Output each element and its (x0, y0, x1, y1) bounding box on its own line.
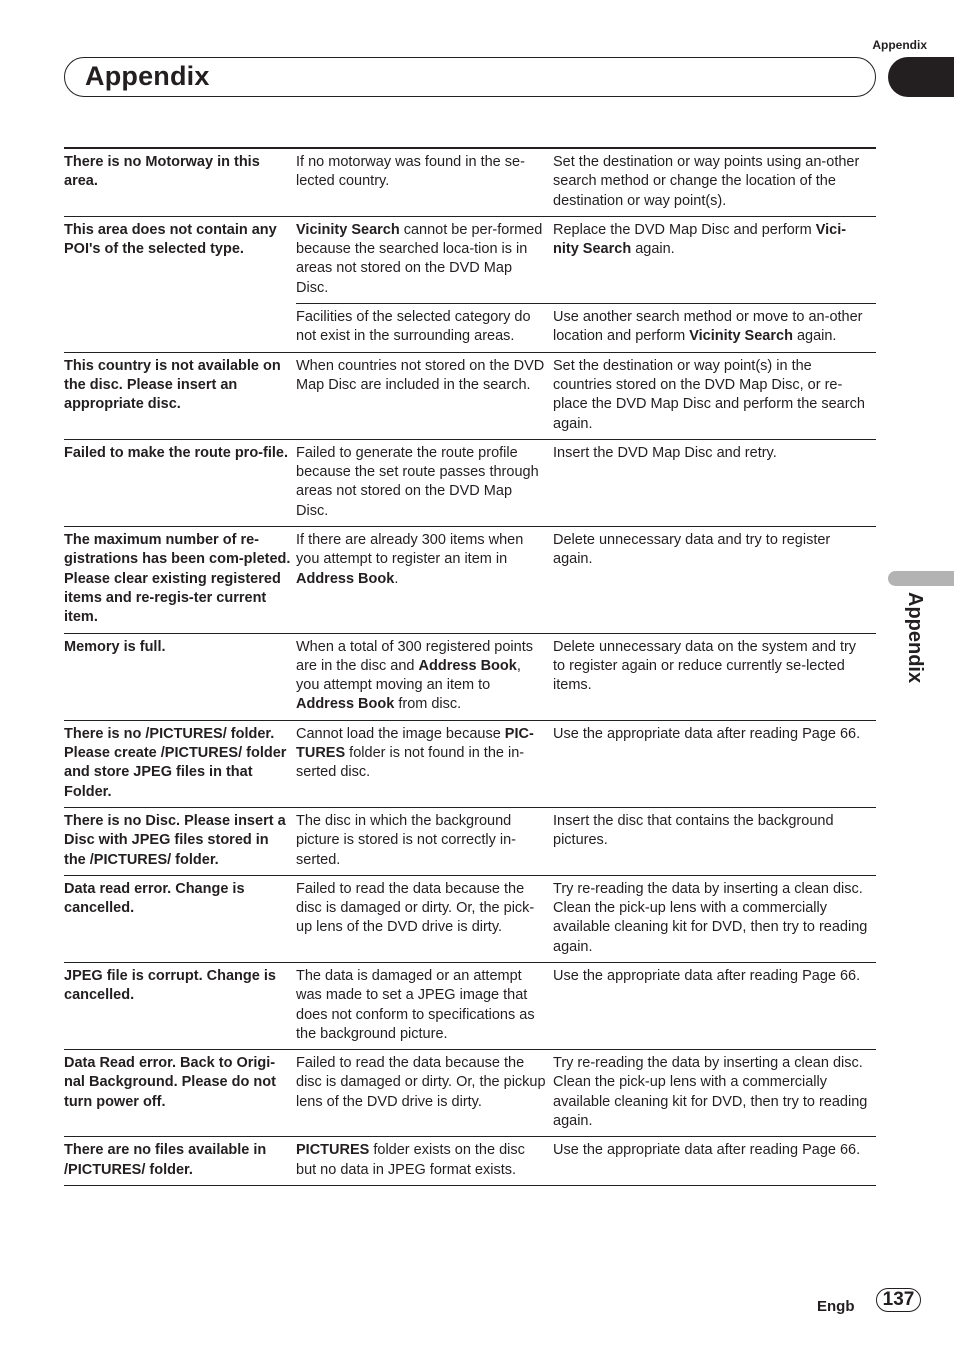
text-run: again. (631, 241, 675, 258)
side-section-label: Appendix (904, 592, 926, 684)
text-run: Insert the disc that contains the background pictures. (553, 812, 834, 849)
error-cause (296, 527, 553, 633)
text-run: When countries not stored on the DVD Map Disc are included in the search. (296, 357, 545, 393)
error-action (553, 720, 876, 807)
error-action (553, 439, 876, 526)
error-action (553, 304, 876, 353)
section-corner-tab (888, 57, 954, 97)
text-run: Delete unnecessary data and try to register again. (553, 532, 831, 568)
bold-term: Address Book (296, 570, 395, 587)
text-run: Set the destination or way point(s) in the countries stored on the DVD Map Disc, or re-place the DVD Map Disc and perform the search again. (553, 357, 865, 432)
error-message: There is no /PICTURES/ folder. Please create /PICTURES/ folder and store JPEG files in that Folder. (64, 720, 296, 807)
error-action (553, 527, 876, 633)
error-cause (296, 1137, 553, 1186)
error-action (553, 1137, 876, 1186)
text-run: Replace the DVD Map Disc and perform (553, 221, 816, 238)
language-code: Engb (817, 1298, 855, 1315)
bold-term: Address Book (418, 657, 517, 674)
text-run: Use another search method or move to an-other location and perform (553, 309, 863, 345)
text-run: cannot be per-formed because the searched loca-tion is in areas not stored on the DVD Map Disc. (296, 221, 543, 296)
text-run: Failed to generate the route profile because the set route passes through areas not stored on the DVD Map Disc. (296, 444, 539, 519)
text-run: . (394, 570, 399, 587)
text-run: When a total of 300 registered points are in the disc and (296, 638, 533, 674)
error-cause (296, 148, 553, 216)
error-cause (296, 962, 553, 1049)
section-title-bar (64, 57, 876, 97)
error-message: There are no files available in /PICTURES/ folder. (64, 1137, 296, 1186)
text-run: The disc in which the background picture is stored is not correctly in-serted. (296, 812, 516, 868)
table-row (64, 304, 876, 353)
text-run: , you attempt moving an item to (296, 657, 521, 694)
bold-term: Address Book (296, 696, 395, 713)
text-run: Failed to read the data because the disc is damaged or dirty. Or, the pickup lens of the DVD drive is dirty. (296, 1055, 546, 1110)
error-action (553, 962, 876, 1049)
table-row (64, 633, 876, 720)
error-action (553, 148, 876, 216)
text-run: If no motorway was found in the se-lected country. (296, 154, 525, 190)
error-cause (296, 720, 553, 807)
bold-term: Vicinity Search (296, 221, 400, 238)
error-message: Data read error. Change is cancelled. (64, 875, 296, 962)
error-message: Failed to make the route pro-file. (64, 439, 296, 526)
table-row (64, 439, 876, 526)
table-row (64, 1137, 876, 1186)
error-cause (296, 875, 553, 962)
error-cause (296, 1050, 553, 1137)
table-row (64, 1050, 876, 1137)
table-body (64, 148, 876, 1185)
table-row (64, 216, 876, 303)
error-message (64, 304, 296, 353)
table-row (64, 720, 876, 807)
page-title: Appendix (85, 61, 210, 91)
error-message: The maximum number of re-gistrations has been com-pleted. Please clear existing registered items and re-regis-ter current item. (64, 527, 296, 633)
text-run: Clean the pick-up lens with a commercially available cleaning kit for DVD, then try to reading again. (553, 1074, 868, 1130)
running-header: Appendix (872, 38, 927, 52)
bold-term: PIC-TURES (296, 725, 534, 762)
error-action (553, 875, 876, 962)
error-cause (296, 304, 553, 353)
text-run: from disc. (394, 696, 462, 713)
table-row (64, 148, 876, 216)
text-run: Clean the pick-up lens with a commercially available cleaning kit for DVD, then try to reading again. (553, 900, 868, 955)
table-row (64, 352, 876, 439)
text-run: Use the appropriate data after reading Page 66. (553, 967, 861, 984)
error-message: There is no Motorway in this area. (64, 148, 296, 216)
error-cause (296, 807, 553, 875)
error-action (553, 1050, 876, 1137)
table-row (64, 807, 876, 875)
bold-term: Vici-nity Search (553, 221, 847, 258)
error-message: This country is not available on the disc. Please insert an appropriate disc. (64, 352, 296, 439)
bold-term: PICTURES (296, 1142, 370, 1159)
table-row (64, 875, 876, 962)
table-row (64, 527, 876, 633)
error-message: Memory is full. (64, 633, 296, 720)
text-run: Try re-reading the data by inserting a clean disc. (553, 880, 863, 897)
table-row (64, 962, 876, 1049)
error-cause (296, 633, 553, 720)
error-message: There is no Disc. Please insert a Disc with JPEG files stored in the /PICTURES/ folder. (64, 807, 296, 875)
error-message: This area does not contain any POI's of the selected type. (64, 216, 296, 303)
text-run: If there are already 300 items when you attempt to register an item in (296, 532, 524, 568)
error-action (553, 216, 876, 303)
error-cause (296, 439, 553, 526)
text-run: Use the appropriate data after reading Page 66. (553, 725, 861, 742)
text-run: Use the appropriate data after reading Page 66. (553, 1142, 861, 1159)
text-run: again. (792, 328, 837, 345)
text-run: Cannot load the image because (296, 725, 505, 742)
side-tab-marker (888, 571, 954, 586)
bold-term: Vicinity Search (689, 328, 793, 345)
text-run: Try re-reading the data by inserting a clean disc. (553, 1055, 863, 1072)
error-message: JPEG file is corrupt. Change is cancelled. (64, 962, 296, 1049)
text-run: Insert the DVD Map Disc and retry. (553, 444, 777, 461)
text-run: Facilities of the selected category do not exist in the surrounding areas. (296, 309, 531, 345)
text-run: folder exists on the disc but no data in JPEG format exists. (296, 1142, 525, 1178)
text-run: Failed to read the data because the disc is damaged or dirty. Or, the pick-up lens of the DVD drive is dirty. (296, 880, 535, 936)
text-run: Delete unnecessary data on the system and try to register again or reduce currently se-lected items. (553, 638, 857, 694)
error-message: Data Read error. Back to Origi-nal Background. Please do not turn power off. (64, 1050, 296, 1137)
error-cause (296, 352, 553, 439)
error-action (553, 633, 876, 720)
error-cause (296, 216, 553, 303)
text-run: The data is damaged or an attempt was made to set a JPEG image that does not conform to specifications as the background picture. (296, 967, 535, 1042)
error-action (553, 352, 876, 439)
page-number: 137 (876, 1288, 921, 1312)
text-run: folder is not found in the in-serted disc. (296, 745, 525, 781)
error-action (553, 807, 876, 875)
text-run: Set the destination or way points using an-other search method or change the location of the destination or way point(s). (553, 154, 860, 209)
error-message-table (64, 147, 876, 1186)
